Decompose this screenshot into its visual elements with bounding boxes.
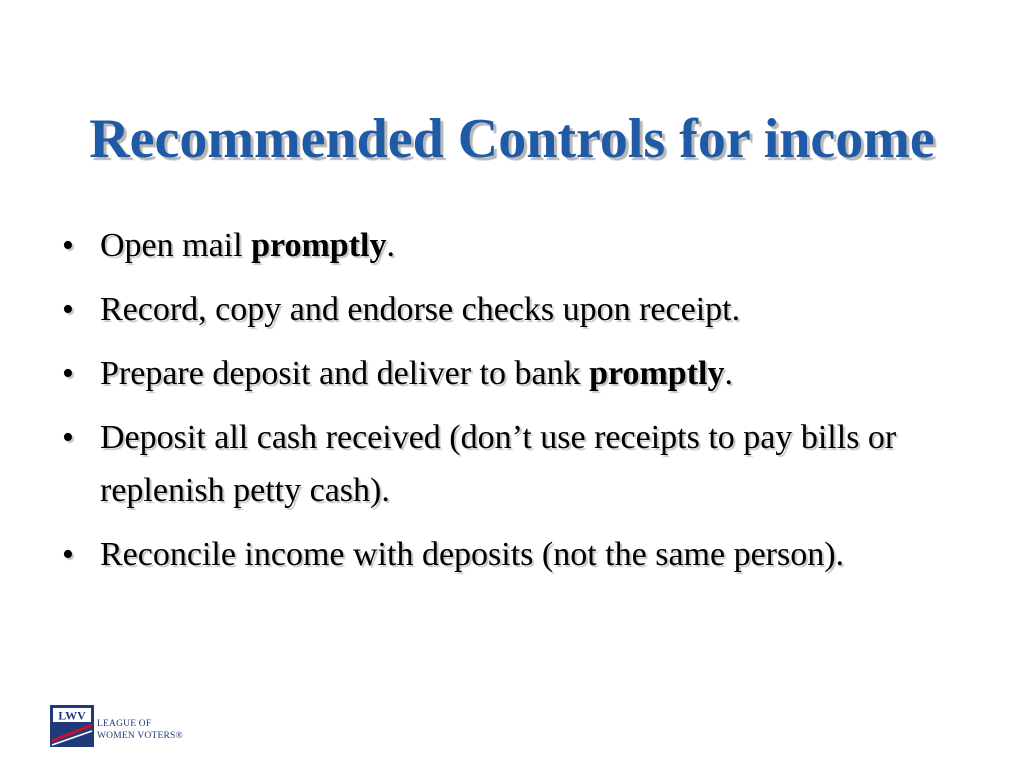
bullet-text (100, 355, 733, 392)
bullet-text (100, 419, 896, 509)
bullet-text-part: Deposit all cash received (don’t use receipts to pay bills or replenish petty cash). (100, 419, 897, 509)
bullet-text (100, 291, 740, 328)
bullet-text-part: Record, copy and endorse checks upon receipt. (100, 291, 741, 328)
bullet-text-part: Open mail (100, 227, 252, 264)
lwv-logo-mark-text: LWV (58, 708, 86, 723)
bullet-text-part: . (724, 355, 733, 392)
bullet-text (100, 536, 844, 573)
bullet-item (62, 347, 982, 400)
bullet-list (62, 219, 982, 592)
bullet-dot-icon: • (62, 419, 74, 456)
bullet-text-part: Prepare deposit and deliver to bank (100, 355, 590, 392)
bullet-dot-icon: • (62, 291, 74, 328)
slide-title: Recommended Controls for income (89, 108, 935, 170)
lwv-logo-line-1: LEAGUE OF (97, 719, 152, 729)
bullet-item (62, 283, 982, 336)
lwv-logo-mark-icon (50, 705, 94, 747)
lwv-logo-wordmark (97, 718, 183, 742)
lwv-logo (50, 705, 190, 749)
bullet-text-part: . (386, 227, 395, 264)
bullet-item (62, 219, 982, 272)
bullet-text-emphasis: promptly (251, 227, 387, 264)
bullet-item (62, 528, 982, 581)
bullet-dot-icon: • (62, 355, 74, 392)
bullet-dot-icon: • (62, 536, 74, 573)
bullet-text (100, 227, 395, 264)
bullet-text-part: Reconcile income with deposits (not the same person). (100, 536, 845, 573)
bullet-text-emphasis: promptly (589, 355, 725, 392)
lwv-logo-line-2: WOMEN VOTERS® (97, 731, 183, 741)
bullet-dot-icon: • (62, 227, 74, 264)
bullet-item (62, 411, 982, 517)
